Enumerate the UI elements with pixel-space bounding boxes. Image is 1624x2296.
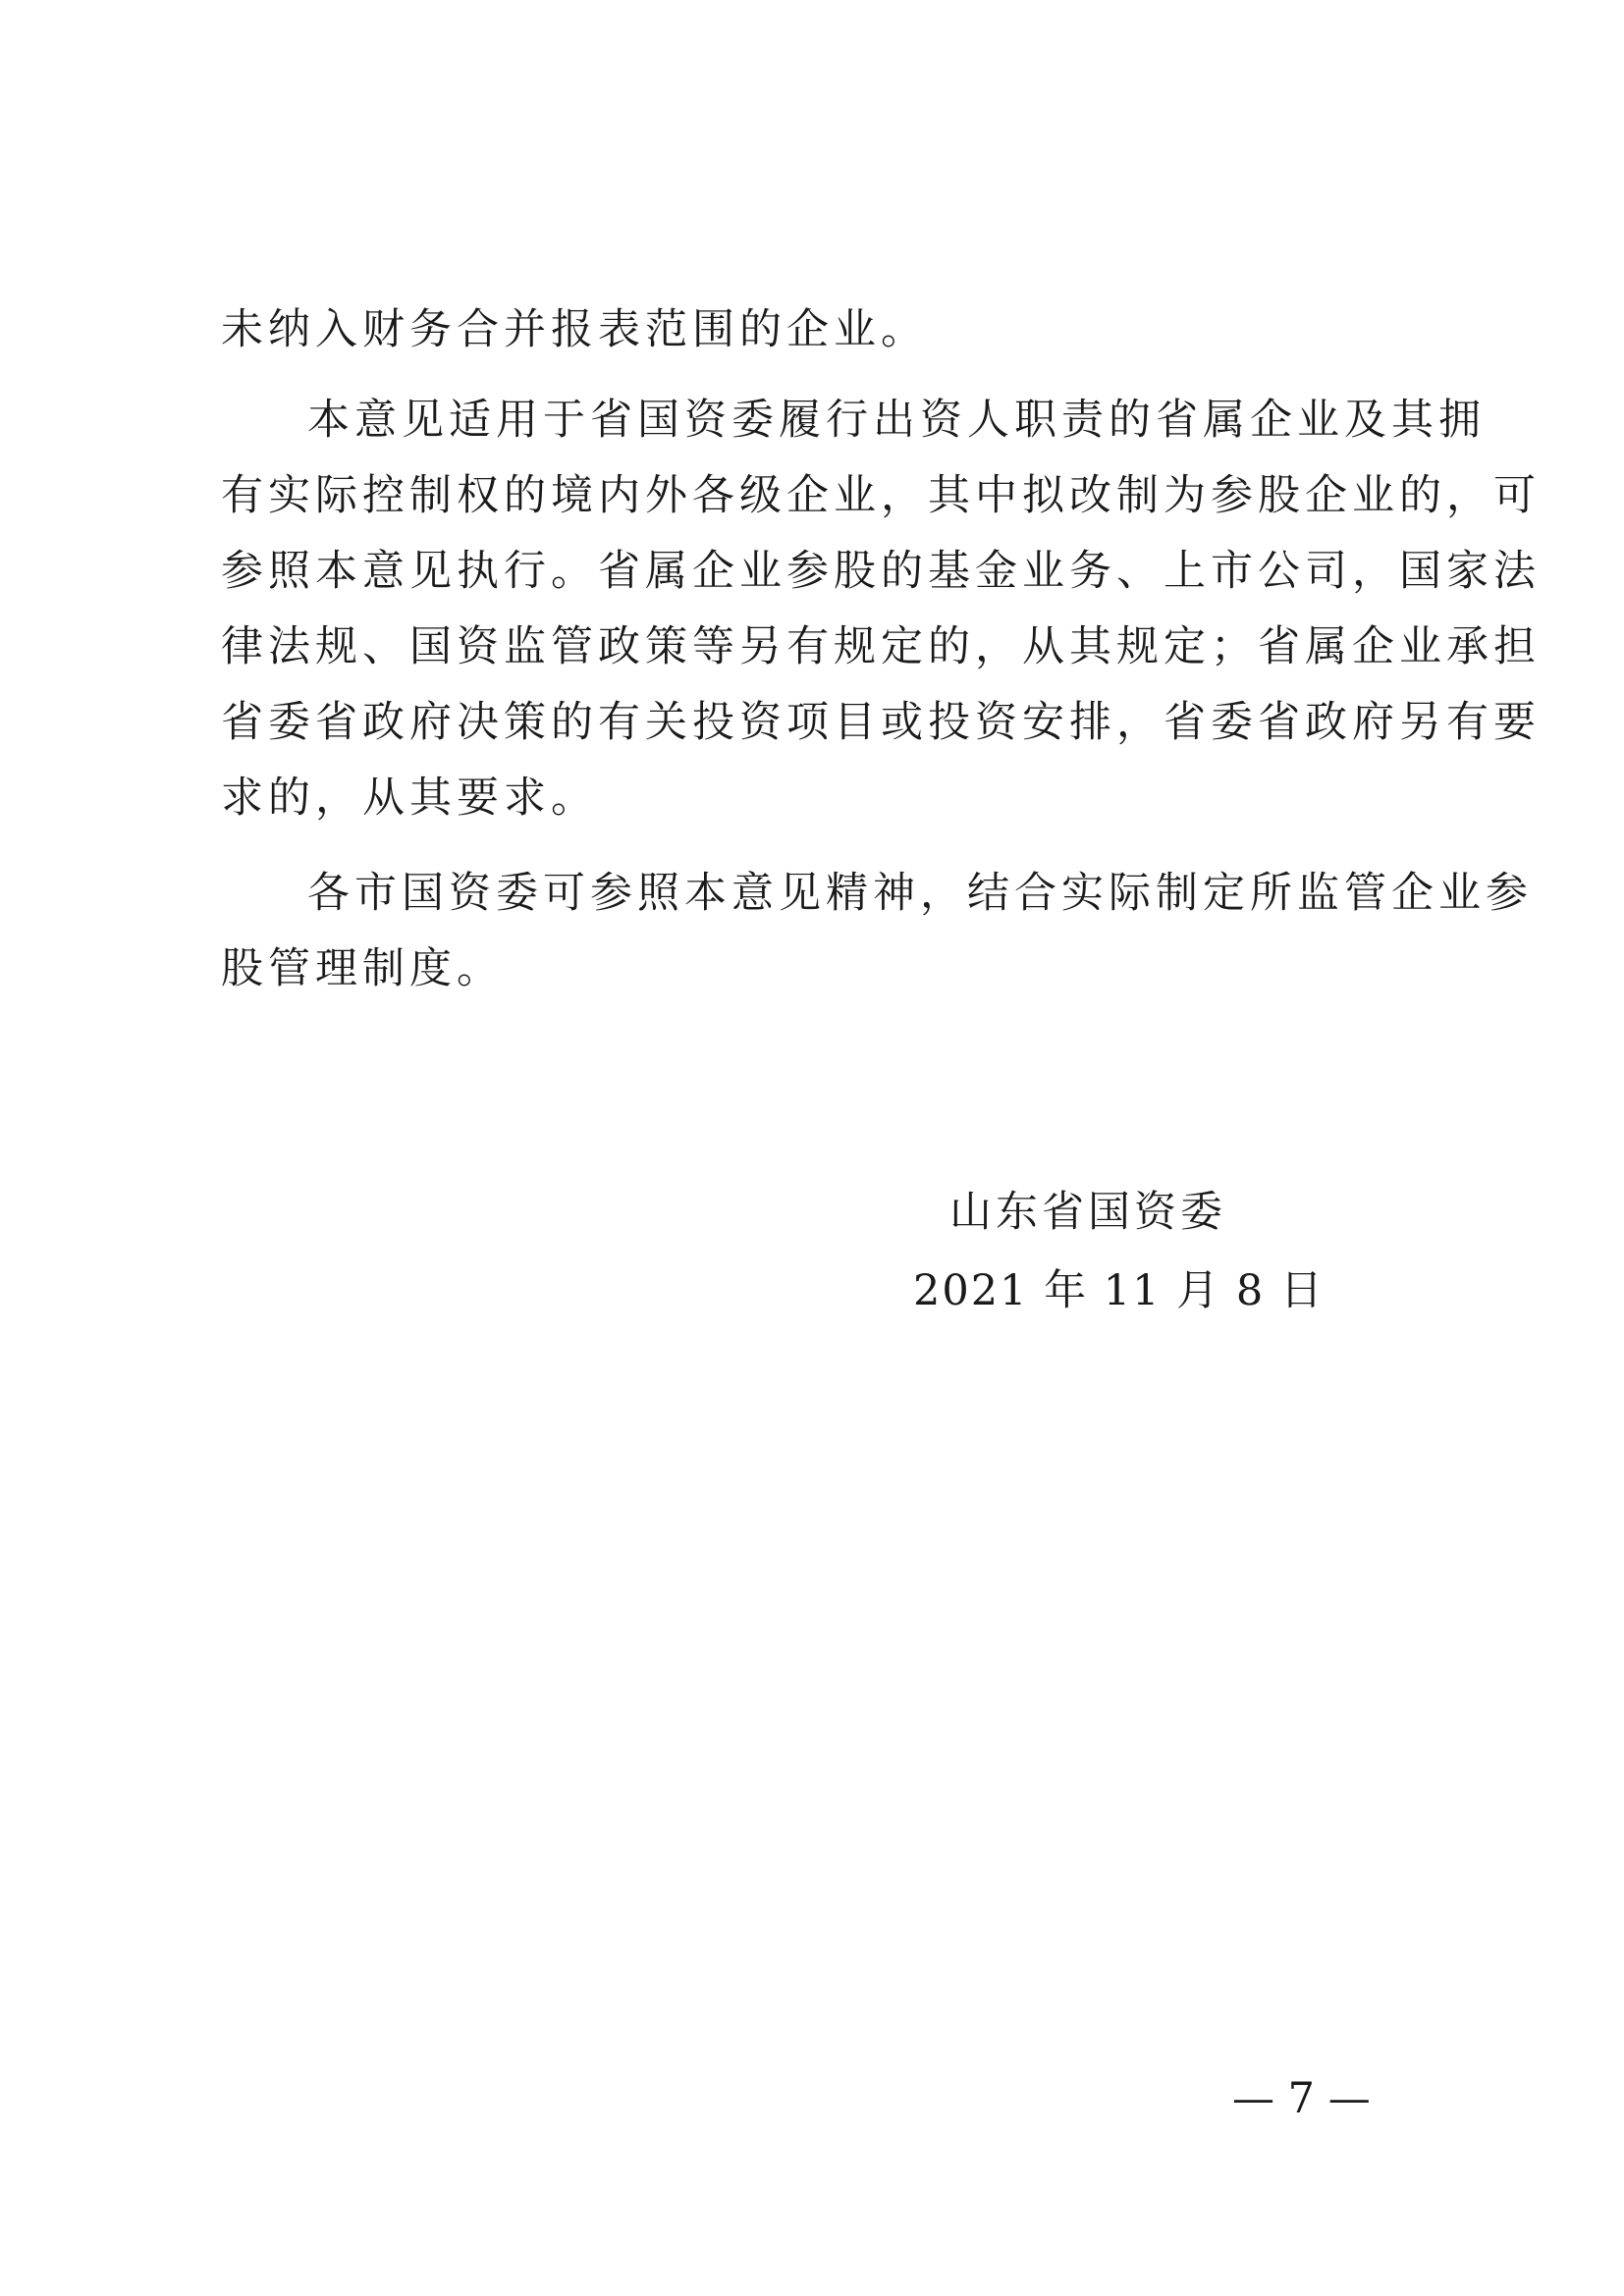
signature-date: 2021 年 11 月 8 日 [913,1266,1325,1315]
body-line-7: 求的，从其要求。 [221,774,598,823]
body-line-9: 股管理制度。 [221,944,504,993]
body-line-6: 省委省政府决策的有关投资项目或投资安排，省委省政府另有要 [221,698,1541,747]
page-number: — 7 — [1232,2074,1371,2123]
body-line-2: 本意见适用于省国资委履行出资人职责的省属企业及其拥 [307,396,1486,445]
signature-organization: 山东省国资委 [949,1188,1226,1237]
body-line-3: 有实际控制权的境内外各级企业，其中拟改制为参股企业的，可 [221,471,1541,520]
body-line-5: 律法规、国资监管政策等另有规定的，从其规定；省属企业承担 [221,622,1541,671]
body-line-1: 未纳入财务合并报表范围的企业。 [221,305,928,354]
body-line-8: 各市国资委可参照本意见精神，结合实际制定所监管企业参 [307,869,1533,918]
body-line-4: 参照本意见执行。省属企业参股的基金业务、上市公司，国家法 [221,547,1541,596]
